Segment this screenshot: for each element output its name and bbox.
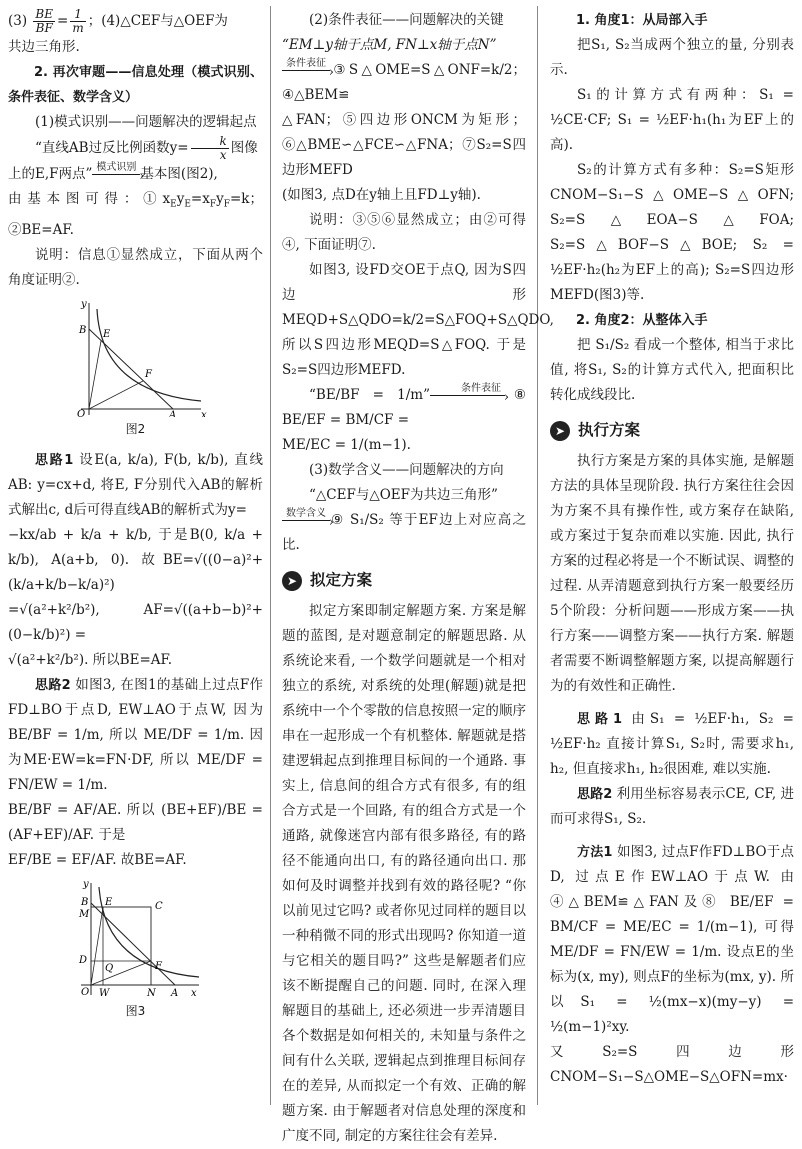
section-heading bbox=[550, 418, 794, 443]
fig3-label: A bbox=[170, 987, 178, 999]
paragraph: BE/BF = AF/AE. 所以 (BE+EF)/BE = (AF+EF)/AF. 于是 bbox=[8, 801, 263, 843]
text: “直线AB过反比例函数y= bbox=[35, 140, 189, 156]
column-divider bbox=[270, 6, 271, 1105]
fig2-label: F bbox=[144, 368, 152, 380]
text: ⑧ BE/EF = BM/CF = bbox=[282, 387, 526, 428]
paragraph: 拟定方案即制定解题方案. 方案是解题的蓝图, 是对题意制定的解题思路. 从系统论来看, 一个数学问题就是一个相对独立的系统, 对系统的处理(解题)就是把系统中一个个零散的信息按照一定的顺序串在一起形成一个有机整体. 解题就是搭建逻辑起点到推理目标间的一个通路. 事实上, 信息间的组合方式有很多, 有的组合方式是一个回路, 有的组合方式是一个通路, 就像迷宫内部有很多路径, 有的路径不能通向出口, 有的路径通向出口. 那如何及时调整并找到有效的路径呢? “你以前见过它吗? 或者你见过同样的题目以一种稍微不同的形式出现吗? 你知道一道与它相关的题目吗?” 这些是解题者们应该不断提醒自己的问题. 同时, 在深入理解题目的基础上, 还必须进一步弄清题目各个数据是如何相关的, 未知量与条件之间有什么关联, 逻辑起点到推理目标间存在的差异, 从而拟定一个有效、正确的解题方案. 由于解题者对信息处理的深度和广度不同, 制定的方案往往会有差异. bbox=[282, 603, 526, 1144]
label: 思路2 bbox=[577, 787, 613, 802]
paragraph: √(a²+k²/b²). 所以BE=AF. bbox=[8, 651, 173, 668]
text: 设E(a, k/a), F(b, k/b), 直线AB: y=cx+d, 将E, F分别代入AB的解析式解出c, d后可得直线AB的解析式为y= bbox=[8, 451, 264, 518]
figure-caption: 图2 bbox=[125, 421, 146, 436]
paragraph bbox=[8, 673, 263, 798]
text: ③S△OME=S△ONF=k/2；④△BEM≌ bbox=[282, 62, 526, 103]
paragraph: =√(a²+k²/b²), AF=√((a+b−b)²+(0−k/b)²) = bbox=[8, 601, 263, 643]
paragraph: 由基本图可得：$①x_Ey_E=x_Fy_F=k$；②BE=AF. bbox=[8, 191, 263, 238]
paragraph: EF/BE = EF/AF. 故BE=AF. bbox=[8, 851, 187, 868]
paragraph bbox=[8, 448, 263, 523]
denominator: x bbox=[219, 148, 227, 162]
paragraph bbox=[550, 840, 794, 1040]
text: ；(4)△CEF与△OEF为 bbox=[87, 13, 228, 29]
column-left bbox=[8, 8, 263, 1030]
denominator: BF bbox=[35, 21, 53, 35]
fig3-label: B bbox=[80, 896, 88, 908]
label: 方法1 bbox=[577, 845, 613, 860]
paragraph: 把 S₁/S₂ 看成一个整体, 相当于求比值, 将S₁, S₂的计算方式代入, 把面积比转化成线段比. bbox=[550, 337, 794, 403]
paragraph bbox=[550, 707, 794, 782]
text: 由基本图可得：①x bbox=[8, 191, 171, 207]
fig3-label: M bbox=[78, 908, 89, 920]
text: ⑨ S₁/S₂ 等于EF边上对应高之比. bbox=[282, 512, 526, 553]
paragraph: 说明：③⑤⑥显然成立；由②可得④, 下面证明⑦. bbox=[282, 212, 526, 253]
fraction bbox=[33, 8, 55, 35]
section-heading bbox=[282, 568, 526, 593]
fig2-label: x bbox=[200, 409, 207, 417]
paragraph: S₂的计算方式有多种：S₂=S矩形CNOM−S₁−S△OME−S△OFN; S₂=S△EOA−S△FOA; S₂=S△BOF−S△BOE; S₂ = ½EF·h₂(h₂为EF上的高); S₂=S四边形MEFD(图3)等. bbox=[550, 162, 794, 303]
text: 由S₁ = ½EF·h₁, S₂ = ½EF·h₂ 直接计算S₁, S₂时, 需要求h₁, h₂, 但直接求h₁, h₂很困难, 难以实施. bbox=[550, 711, 794, 777]
fig3-label: N bbox=[146, 987, 156, 999]
arrow-label: 数学含义 › bbox=[282, 508, 330, 521]
paragraph bbox=[8, 162, 263, 187]
subheading: (3)数学含义——问题解决的方向 bbox=[309, 462, 504, 478]
fraction bbox=[70, 8, 85, 35]
section-title: 拟定方案 bbox=[310, 571, 373, 589]
paragraph bbox=[282, 383, 526, 433]
fig2-label: O bbox=[76, 408, 85, 417]
text: (3) bbox=[8, 13, 32, 29]
paragraph: (如图3, 点D在y轴上且FD⊥y轴). bbox=[282, 187, 481, 203]
paragraph: 执行方案是方案的具体实施, 是解题方法的具体呈现阶段. 执行方案往往会因为方案不具有操作性, 或方案存在缺陷, 或方案过于复杂而难以实施. 因此, 执行方案的过程必将是一个不断试误、调整的过程. 从弄清题意到执行方案一般要经历5个阶段：分析问题——形成方案——执行方案——调整方案——执行方案. 解题者需要不断调整解题方案, 以提高解题行为的有效性和正确性. bbox=[550, 453, 794, 694]
text: =k；②BE=AF. bbox=[8, 191, 263, 238]
fig3-label: W bbox=[98, 987, 109, 999]
column-middle bbox=[282, 8, 554, 1149]
subheading: 1. 角度1：从局部入手 bbox=[576, 13, 708, 28]
paragraph: 说明：信息①显然成立，下面从两个角度证明②. bbox=[8, 246, 263, 288]
fraction bbox=[191, 135, 229, 162]
paragraph: 如图3, 设FD交OE于点Q, 因为S四边形MEQD+S△QDO=k/2=S△FOQ+S△QDO, 所以S四边形MEQD=S△FOQ. 于是S₂=S四边形MEFD. bbox=[282, 262, 554, 378]
text: 利用坐标容易表示CE, CF, 进而可求得S₁, S₂. bbox=[550, 786, 794, 827]
section-title: 执行方案 bbox=[578, 421, 641, 439]
column-divider bbox=[537, 6, 538, 1105]
fig3-label: C bbox=[154, 900, 163, 912]
subheading: (1)模式识别——问题解决的逻辑起点 bbox=[35, 114, 257, 130]
text: 如图3, 过点F作FD⊥BO于点D, 过点E作EW⊥AO于点W. 由④△BEM≌△FAN及⑧ BE/EF = BM/CF = ME/EC = 1/(m−1), 可得 ME/DF = FN/EW = 1/m. 设点E的坐标为(x, my), 则点F的坐标为(mx, y). 所以S₁ = ½(mx−x)(my−y) = ½(m−1)²xy. bbox=[550, 844, 794, 1035]
text: = bbox=[57, 13, 69, 29]
paragraph: △FAN；⑤四边形ONCM为矩形；⑥△BME∽△FCE∽△FNA；⑦S₂=S四边形MEFD bbox=[282, 112, 526, 178]
paragraph bbox=[8, 135, 263, 162]
fig2-label: A bbox=[168, 409, 176, 417]
numerator: 1 bbox=[70, 8, 85, 22]
paragraph: 把S₁, S₂当成两个独立的量, 分别表示. bbox=[550, 37, 794, 78]
text: y bbox=[216, 191, 224, 207]
paragraph bbox=[282, 508, 526, 558]
text: y bbox=[176, 191, 185, 207]
fig3-label: O bbox=[80, 986, 89, 998]
denominator: m bbox=[72, 21, 84, 35]
figure-3 bbox=[71, 877, 201, 999]
label: 思路1 bbox=[35, 452, 74, 468]
fig3-label: D bbox=[78, 954, 87, 966]
text: 上的E,F两点” bbox=[8, 166, 93, 182]
arrow-label: 条件表征 › bbox=[430, 383, 505, 396]
paragraph bbox=[550, 782, 794, 832]
arrow-label: 条件表征 › bbox=[282, 58, 330, 71]
fig2-label: E bbox=[102, 328, 110, 340]
text-line bbox=[8, 8, 263, 35]
text: 基本图(图2), bbox=[140, 166, 218, 182]
fig3-label: x bbox=[190, 987, 197, 999]
paragraph: “△CEF与△OEF为共边三角形” bbox=[309, 487, 498, 503]
column-right bbox=[550, 8, 794, 1090]
paragraph bbox=[282, 58, 526, 108]
fig2-label: y bbox=[80, 298, 87, 310]
paragraph: ME/EC = 1/(m−1). bbox=[282, 437, 411, 453]
section-bullet-icon: ➤ bbox=[550, 421, 570, 441]
text: =x bbox=[190, 191, 210, 207]
arrow-label: 模式识别 › bbox=[92, 162, 140, 175]
subheading: 2. 角度2：从整体入手 bbox=[576, 313, 708, 328]
subheading: 2. 再次审题——信息处理（模式识别、条件表征、数学含义） bbox=[8, 65, 263, 105]
fig3-label: Q bbox=[104, 962, 113, 974]
label: 思路2 bbox=[35, 677, 71, 693]
text: “BE/BF = 1/m” bbox=[309, 387, 431, 403]
paragraph: 又S₂=S四边形CNOM−S₁−S△OME−S△OFN=mx· bbox=[550, 1044, 794, 1085]
fig2-label: B bbox=[78, 324, 86, 336]
numerator: BE bbox=[35, 7, 53, 21]
figure-2 bbox=[61, 297, 211, 417]
fig3-label: F bbox=[154, 960, 162, 972]
label: 思路1 bbox=[577, 712, 623, 727]
text-line: 共边三角形. bbox=[8, 39, 80, 55]
section-bullet-icon: ➤ bbox=[282, 571, 302, 591]
numerator: k bbox=[191, 135, 229, 149]
text: 图像 bbox=[230, 140, 258, 156]
figure-caption: 图3 bbox=[125, 1003, 146, 1018]
text: 如图3, 在图1的基础上过点F作FD⊥BO于点D, EW⊥AO于点W, 因为 BE/BF = 1/m, 所以 ME/DF = 1/m. 因为ME·EW=k=FN·DF, 所以 ME/DF = FN/EW = 1/m. bbox=[8, 676, 264, 793]
fig3-label: E bbox=[104, 896, 112, 908]
paragraph: S₁的计算方式有两种：S₁ = ½CE·CF; S₁ = ½EF·h₁(h₁为EF上的高). bbox=[550, 87, 794, 153]
fig3-label: y bbox=[82, 878, 89, 890]
paragraph: −kx/ab + k/a + k/b, 于是B(0, k/a + k/b), A(a+b, 0). 故BE=√((0−a)²+(k/a+k/b−k/a)²) bbox=[8, 526, 263, 593]
subheading: (2)条件表征——问题解决的关键 bbox=[309, 12, 504, 28]
paragraph: “EM⊥y轴于点M, FN⊥x轴于点N” bbox=[282, 37, 497, 53]
